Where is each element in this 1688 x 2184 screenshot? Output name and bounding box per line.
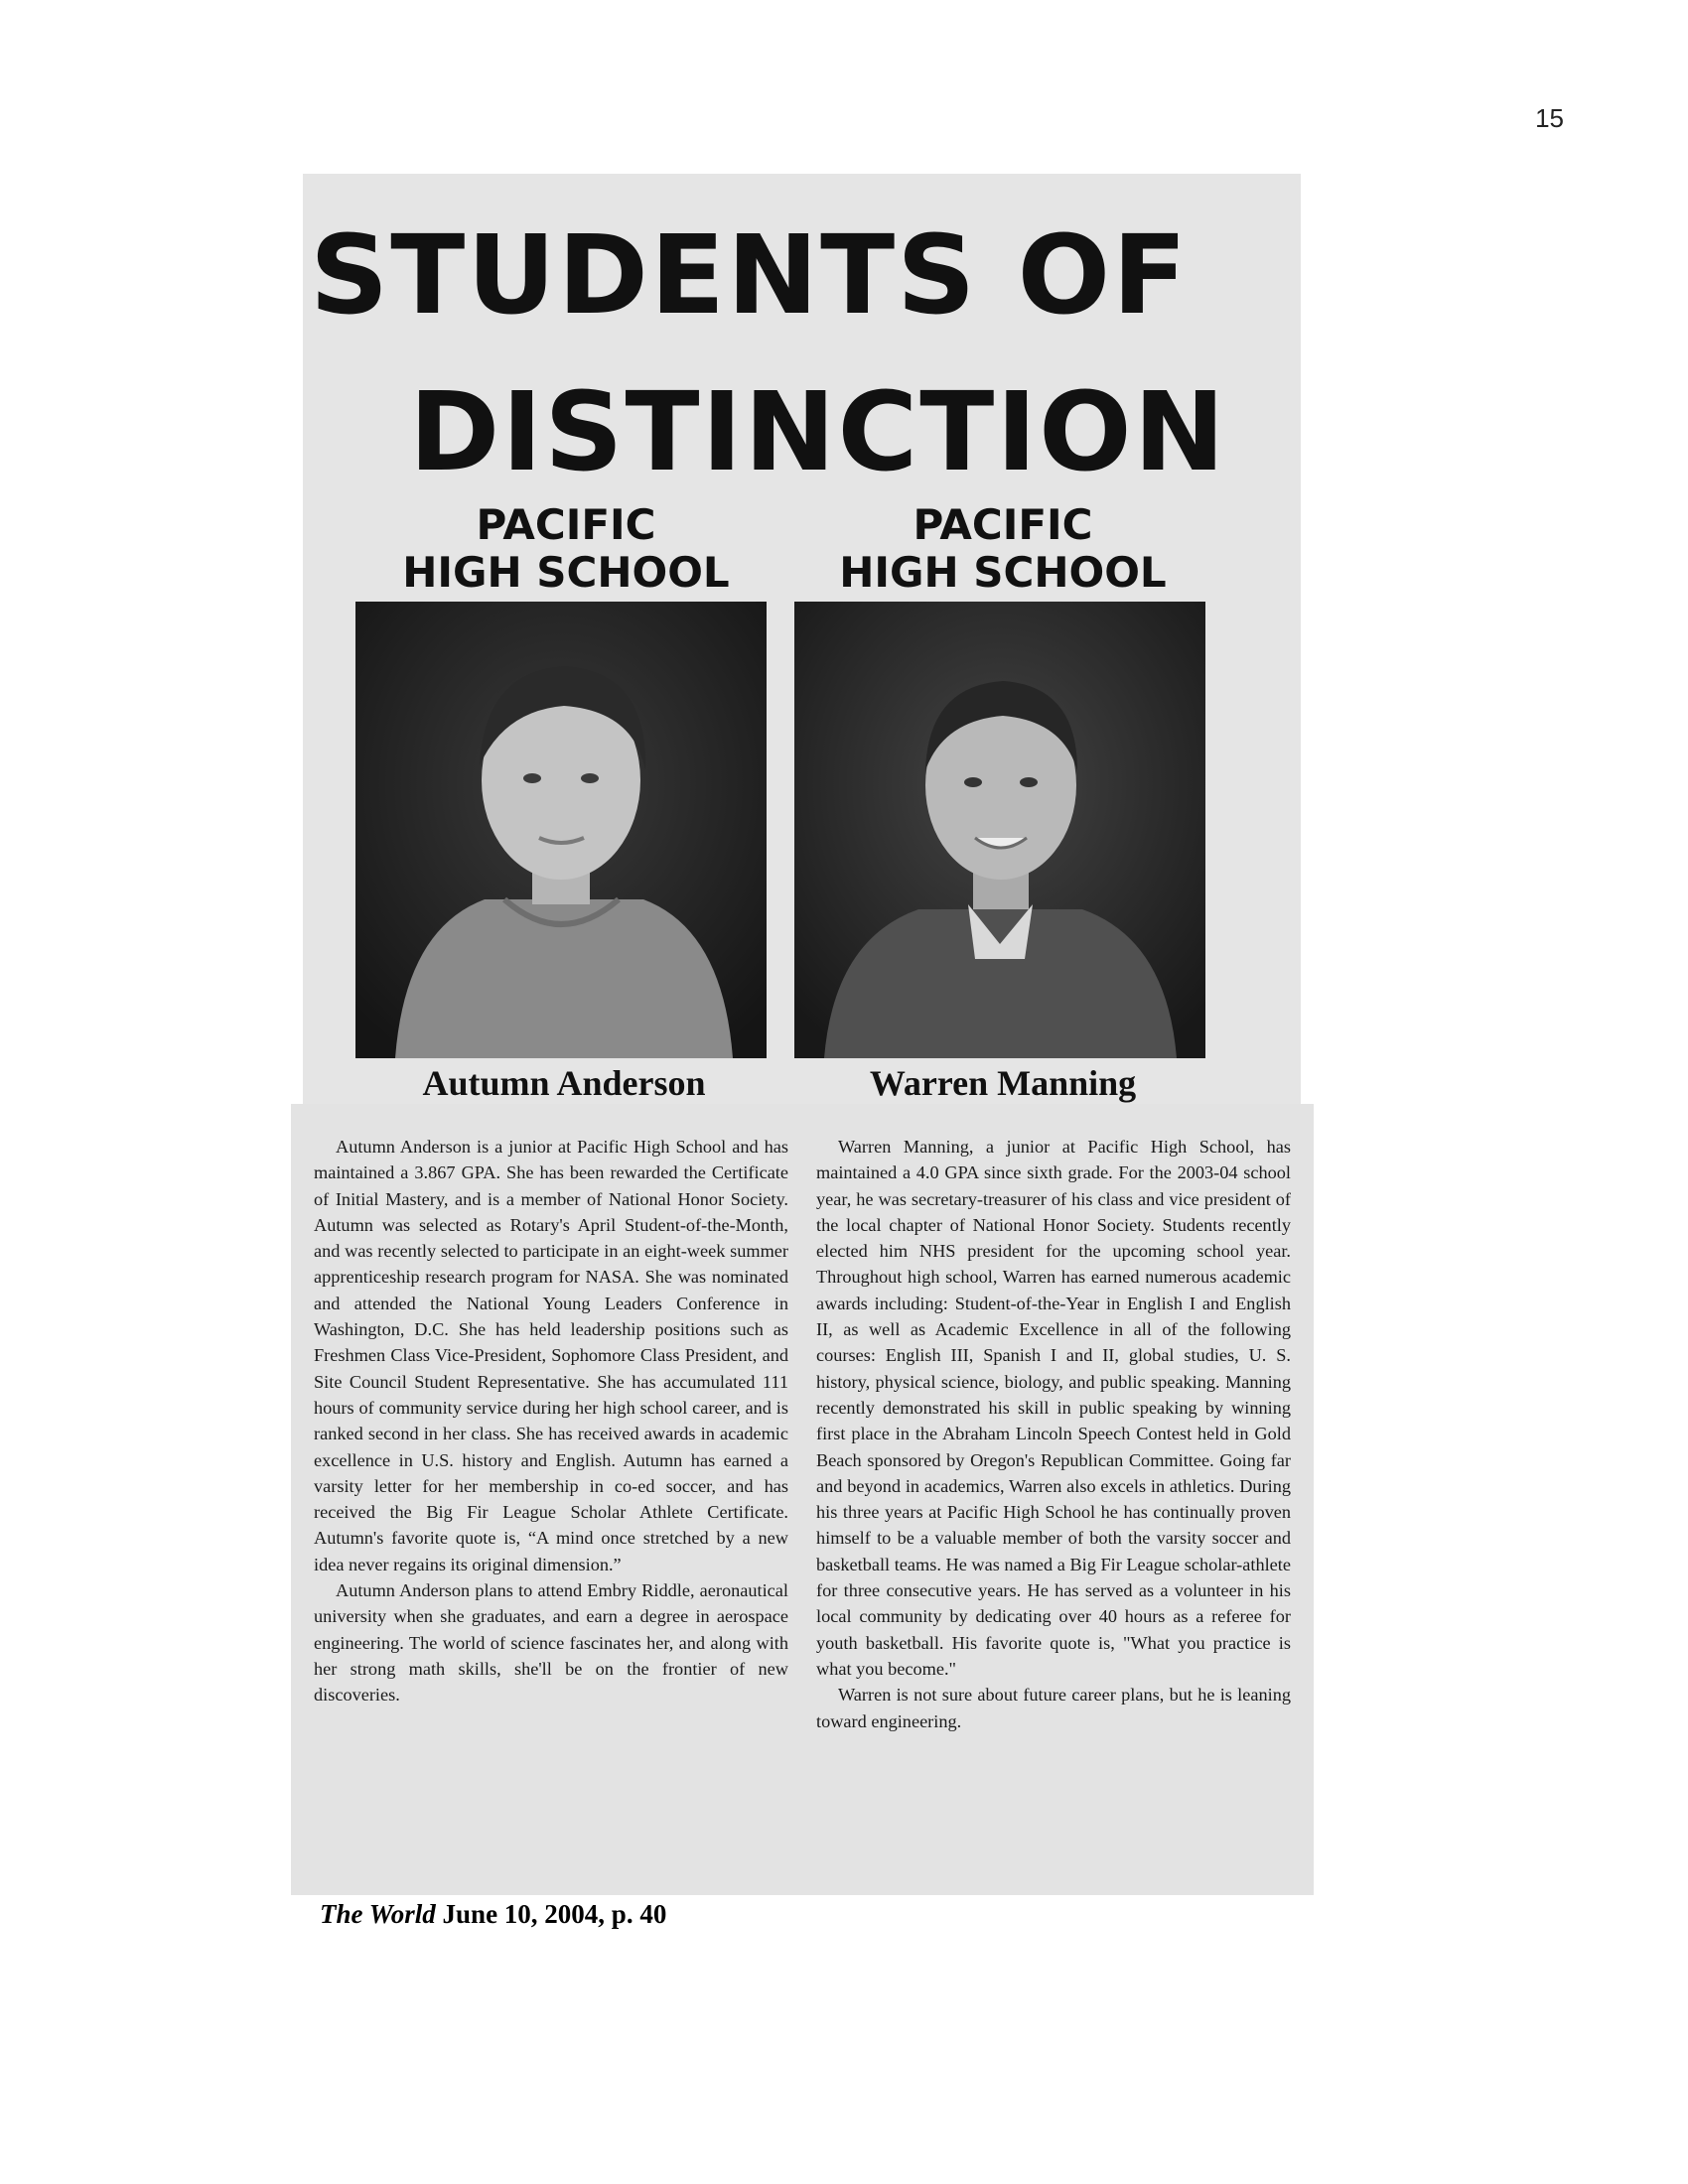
school-label-line-2: HIGH SCHOOL (402, 548, 730, 598)
school-label-left (357, 501, 774, 598)
student-name-right: Warren Manning (869, 1063, 1137, 1103)
article-column-right (816, 1134, 1291, 1734)
article-paragraph: Autumn Anderson plans to attend Embry Riddle, aeronautical university when she graduates, and earn a degree in aerospace engineering. The world of science fascinates her, and along with her strong math skills, she'll be on the frontier of new discoveries. (314, 1580, 788, 1706)
headline-line-1: STUDENTS OF (310, 211, 1190, 339)
publication-name: The World (320, 1899, 436, 1929)
school-label-line-2: HIGH SCHOOL (839, 548, 1167, 598)
student-portrait-photo-right (794, 602, 1205, 1058)
article-column-left (314, 1134, 788, 1708)
school-label-line-1: PACIFIC (913, 500, 1093, 549)
student-portrait-photo-left (355, 602, 767, 1058)
headline-line-2: DISTINCTION (409, 368, 1227, 495)
article-paragraph: Warren is not sure about future career plans, but he is leaning toward engineering. (816, 1685, 1291, 1731)
publication-date: June 10, 2004, p. 40 (442, 1899, 667, 1929)
article-paragraph: Warren Manning, a junior at Pacific High School, has maintained a 4.0 GPA since sixth grade. For the 2003-04 school year, he was secretary-treasurer of his class and vice president of the local chapter of National Honor Society. Students recently elected him NHS president for the upcoming school year. Throughout high school, Warren has earned numerous academic awards including: Student-of-the-Year in English I and English II, as well as Academic Excellence in all of the following courses: English III, Spanish I and II, global studies, U. S. history, physical science, biology, and public speaking. Manning recently demonstrated his skill in public speaking by winning first place in the Abraham Lincoln Speech Contest held in Gold Beach sponsored by Oregon's Republican Committee. Going far and beyond in academics, Warren also excels in athletics. During his three years at Pacific High School he has continually proven himself to be a valuable member of both the varsity soccer and basketball teams. He was named a Big Fir League scholar-athlete for three consecutive years. He has served as a volunteer in his local community by dedicating over 40 hours as a referee for youth basketball. His favorite quote is, "What you practice is what you become." (816, 1137, 1291, 1679)
article-paragraph: Autumn Anderson is a junior at Pacific High School and has maintained a 3.867 GPA. She has been rewarded the Certificate of Initial Mastery, and is a member of National Honor Society. Autumn was selected as Rotary's April Student-of-the-Month, and was recently selected to participate in an eight-week summer apprenticeship research program for NASA. She was nominated and attended the National Young Leaders Conference in Washington, D.C. She has held leadership positions such as Freshmen Class Vice-President, Sophomore Class President, and Site Council Student Representative. She has accumulated 111 hours of community service during her high school career, and is ranked second in her class. She has received awards in academic excellence in U.S. history and English. Autumn has earned a varsity letter for her membership in co-ed soccer, and has received the Big Fir League Scholar Athlete Certificate. Autumn's favorite quote is, “A mind once stretched by a new idea never regains its original dimension.” (314, 1137, 788, 1574)
source-credit (320, 1899, 666, 1930)
school-label-line-1: PACIFIC (476, 500, 656, 549)
page-number: 15 (1535, 103, 1564, 133)
school-label-right (794, 501, 1211, 598)
student-name-left: Autumn Anderson (422, 1063, 706, 1103)
